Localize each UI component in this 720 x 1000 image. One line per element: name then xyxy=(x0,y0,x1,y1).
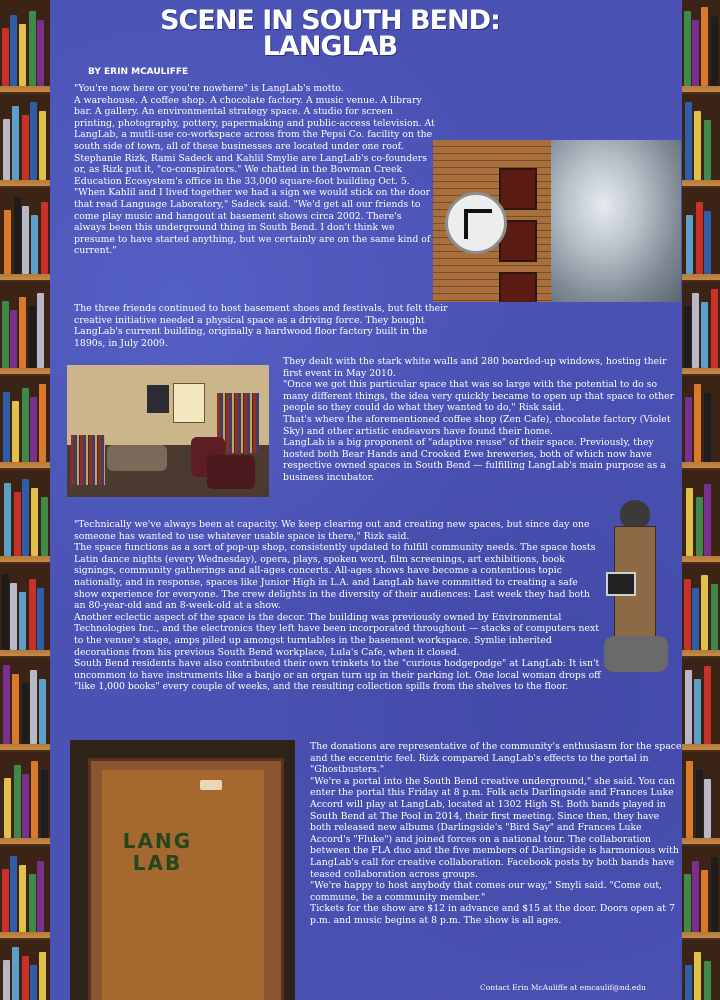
book-spine xyxy=(14,765,21,838)
book-spine xyxy=(686,488,693,556)
book-spine xyxy=(4,210,11,274)
book-spine xyxy=(3,119,10,180)
sign-logo-icon xyxy=(464,209,492,239)
book-spine xyxy=(19,297,26,368)
book-spine xyxy=(3,392,10,462)
book-spine xyxy=(684,874,691,932)
book-spine xyxy=(22,956,29,1000)
paragraph: They dealt with the stark white walls and 280 boarded-up windows, hosting their first event in May 2010. xyxy=(283,356,667,379)
book-spine xyxy=(711,16,718,86)
book-spine xyxy=(12,401,19,462)
book-spine xyxy=(704,779,711,838)
paragraph: "You're now here or you're nowhere" is LangLab's motto. xyxy=(74,83,344,94)
sculpture-tv xyxy=(606,572,636,596)
robot-sculpture-photo xyxy=(600,500,672,676)
book-spine xyxy=(29,11,36,86)
book-spine xyxy=(37,861,44,932)
contact-line: Contact Erin McAuliffe at emcaulif@nd.edu xyxy=(480,983,646,992)
paragraph: "We're happy to host anybody that comes our way," Smyli said. "Come out, commune, be a community member." xyxy=(310,880,663,903)
book-spine xyxy=(37,20,44,86)
sculpture-base xyxy=(604,636,668,672)
book-spine xyxy=(704,666,711,744)
text-block-2 xyxy=(283,356,681,484)
armchair xyxy=(207,455,255,489)
paragraph: The space functions as a sort of pop-up shop, consistently updated to fulfill community needs. The space hosts Latin dance nights (every Wednesday), opera, plays, spoken word, film screenings, art exhibitions, book signings, community gatherings and all-ages concerts. All-ages shows have become a contentious topic nationally, and in response, spaces like Junior High in L.A. and LangLab have committed to creating a safe show experience for everyone. The crew delights in the diversity of their audiences: Last week they had both an 80-year-old and an 8-week-old at a show. xyxy=(74,542,596,612)
book-spine xyxy=(39,384,46,462)
book-spine xyxy=(29,306,36,368)
book-spine xyxy=(37,293,44,368)
paragraph: "Once we got this particular space that was so large with the potential to do so many different things, the idea very quickly became to open up that space to other people so they could do what they wanted to do," Risk said. xyxy=(283,379,675,414)
book-spine xyxy=(4,483,11,556)
book-spine xyxy=(711,584,718,650)
title-line-1: SCENE IN SOUTH BEND: xyxy=(160,5,500,36)
book-spine xyxy=(704,484,711,556)
book-spine xyxy=(692,293,699,368)
menu-board xyxy=(173,383,205,423)
book-spine xyxy=(2,301,9,368)
book-spine xyxy=(685,965,692,1000)
book-spine xyxy=(12,106,19,180)
door xyxy=(102,770,264,1000)
book-spine xyxy=(12,674,19,744)
book-spine xyxy=(22,479,29,556)
bookshelf-left xyxy=(0,0,50,1000)
book-spine xyxy=(22,683,29,744)
article-title xyxy=(110,5,550,62)
book-spine xyxy=(10,310,17,368)
book-spine xyxy=(685,102,692,180)
book-spine xyxy=(19,865,26,932)
book-spine xyxy=(31,761,38,838)
book-spine xyxy=(696,497,703,556)
sofa xyxy=(107,445,167,471)
book-spine xyxy=(30,965,37,1000)
paragraph: "We're a portal into the South Bend creative underground," she said. You can enter the portal this Friday at 8 p.m. Folk acts Darlingside and Frances Luke Accord will play at LangLab, located at 1302 High St. Both bands played in South Bend at The Pool in 2014, their first meeting. Since then, they have both released new albums (Darlingside's "Bird Say" and Frances Luke Accord's "Fluke") and joined forces on a national tour. The collaboration between the FLA duo and the five members of Darlingside is harmonious with LangLab's call for creative collaboration. Facebook posts by both bands have teased collaboration across groups. xyxy=(310,775,679,880)
book-spine xyxy=(31,488,38,556)
book-spine xyxy=(686,761,693,838)
book-spine xyxy=(41,497,48,556)
book-spine xyxy=(19,24,26,86)
book-spine xyxy=(29,874,36,932)
window xyxy=(499,272,537,302)
title-line-2: LANGLAB xyxy=(262,31,398,62)
book-spine xyxy=(2,869,9,932)
book-spine xyxy=(39,111,46,180)
book-spine xyxy=(694,952,701,1000)
book-spine xyxy=(684,11,691,86)
book-spine xyxy=(10,583,17,650)
book-spine xyxy=(29,579,36,650)
paragraph: "When Kahlil and I lived together we had a sign we would stick on the door that read Language Laboratory," Sadeck said. "We'd get all our friends to come play music and hangout at basement shows circa 2002. There's always been this underground thing in South Bend. I don't think we presume to have started anything, but we certainly are on the same kind of current." xyxy=(74,187,431,257)
text-block-3 xyxy=(74,519,602,693)
book-spine xyxy=(14,492,21,556)
book-spine xyxy=(22,115,29,180)
poster xyxy=(147,385,169,413)
book-spine xyxy=(701,302,708,368)
paragraph: "Technically we've always been at capacity. We keep clearing out and creating new spaces, but since day one someone has wanted to use whatever usable space is there," Rizk said. xyxy=(74,519,590,542)
book-spine xyxy=(3,960,10,1000)
book-spine xyxy=(39,679,46,744)
building-photo xyxy=(433,140,681,302)
book-spine xyxy=(704,211,711,274)
book-spine xyxy=(12,947,19,1000)
bookshelf-right xyxy=(682,0,720,1000)
paragraph: The three friends continued to host basement shoes and festivals, but felt their creative initiative needed a physical space as a driving force. They bought LangLab's current building, originally a hardwood floor factory built in the 1890s, in July 2009. xyxy=(74,303,448,349)
book-spine xyxy=(4,778,11,838)
book-spine xyxy=(701,575,708,650)
book-spine xyxy=(685,670,692,744)
book-spine xyxy=(22,774,29,838)
book-spine xyxy=(684,306,691,368)
book-spine xyxy=(3,665,10,744)
byline: BY ERIN MCAULIFFE xyxy=(88,67,189,77)
book-spine xyxy=(10,856,17,932)
text-block-1b xyxy=(74,303,454,349)
book-spine xyxy=(711,289,718,368)
book-spine xyxy=(692,861,699,932)
langlab-sign xyxy=(445,192,507,254)
book-spine xyxy=(22,206,29,274)
book-spine xyxy=(30,670,37,744)
book-spine xyxy=(684,579,691,650)
text-block-4 xyxy=(310,741,682,927)
lounge-photo xyxy=(67,365,269,497)
paragraph: Another eclectic aspect of the space is the decor. The building was previously owned by Environmental Technologies Inc., and the electronics they left have been incorporated throughout — stacks of computers next to the venue's stage, amps piled up amongst turntables in the basement workspace. Symlie inherited decorations from his previous South Bend workplace, Lula's Cafe, when it closed. xyxy=(74,611,600,658)
book-spine xyxy=(41,202,48,274)
book-spine xyxy=(701,7,708,86)
book-spine xyxy=(694,679,701,744)
paragraph: A warehouse. A coffee shop. A chocolate factory. A music venue. A library bar. A gallery. An environmental strategy space. A studio for screen printing, photography, pottery, papermaking and public-access television. At LangLab, a mutli-use co-workspace across from the Pepsi Co. facility on the south side of town, all of these businesses are located under one roof. xyxy=(74,94,435,152)
book-spine xyxy=(39,952,46,1000)
book-spine xyxy=(19,592,26,650)
door-langlab-logo: LANG LAB xyxy=(122,829,193,875)
paragraph: LangLab is a big proponent of "adaptive reuse" of their space. Previously, they hosted both Bear Hands and Crooked Ewe breweries, both of which now have respective owned spaces in South Bend — fulfilling LangLab's main purpose as a business incubator. xyxy=(283,437,666,483)
window xyxy=(499,168,537,210)
book-spine xyxy=(2,574,9,650)
sculpture-head xyxy=(620,500,650,528)
paragraph: Tickets for the show are $12 in advance and $15 at the door. Doors open at 7 p.m. and music begins at 8 p.m. The show is all ages. xyxy=(310,903,675,926)
door-plate xyxy=(200,780,222,790)
sky xyxy=(551,140,681,302)
book-spine xyxy=(704,120,711,180)
book-spine xyxy=(30,397,37,462)
book-spine xyxy=(41,770,48,838)
book-spine xyxy=(31,215,38,274)
book-spine xyxy=(711,857,718,932)
book-spine xyxy=(692,588,699,650)
door-photo xyxy=(70,740,295,1000)
book-spine xyxy=(686,215,693,274)
book-spine xyxy=(37,588,44,650)
book-spine xyxy=(704,393,711,462)
book-spine xyxy=(692,20,699,86)
book-spine xyxy=(30,102,37,180)
book-spine xyxy=(696,202,703,274)
book-spine xyxy=(694,111,701,180)
book-spine xyxy=(14,197,21,274)
paragraph: South Bend residents have also contributed their own trinkets to the "curious hodgepodge" at LangLab: It isn't uncommon to have instruments like a banjo or an organ turn up in their parking lot. One local woman drops off "like 1,000 books" every couple of weeks, and the resulting collection spills from the shelves to the floor. xyxy=(74,658,601,693)
bookshelf xyxy=(71,435,105,485)
book-spine xyxy=(685,397,692,462)
paragraph: That's where the aforementioned coffee shop (Zen Cafe), chocolate factory (Violet Sky) and other artistic endeavors have found their home. xyxy=(283,413,671,437)
book-spine xyxy=(704,961,711,1000)
book-spine xyxy=(10,15,17,86)
book-spine xyxy=(2,28,9,86)
book-spine xyxy=(696,770,703,838)
paragraph: Stephanie Rizk, Rami Sadeck and Kahlil Smylie are LangLab's co-founders or, as Rizk put it, "co-conspirators." We chatted in the Bowman Creek Education Ecosystem's office in the 33,000 square-foot building Oct. 5. xyxy=(74,152,427,187)
book-spine xyxy=(694,384,701,462)
book-spine xyxy=(22,388,29,462)
text-block-1 xyxy=(74,83,436,257)
paragraph: The donations are representative of the community's enthusiasm for the space and the eccentric feel. Rizk compared LangLab's effects to the portal in "Ghostbusters." xyxy=(310,741,682,776)
book-spine xyxy=(701,870,708,932)
